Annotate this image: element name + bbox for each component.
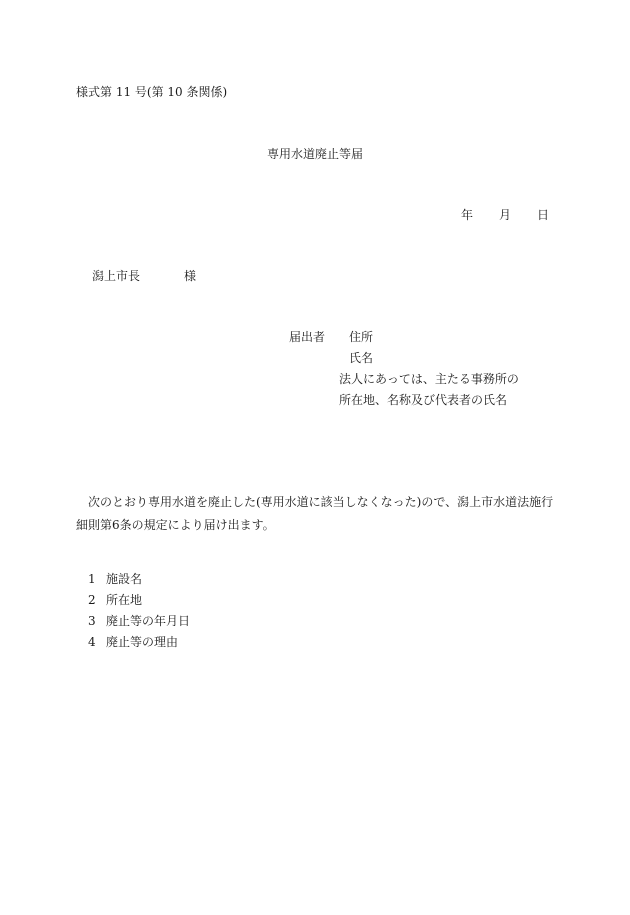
notifier-address-label: 住所 [349, 330, 374, 344]
date-line [461, 209, 549, 221]
list-item [88, 636, 190, 657]
addressee-honorific: 様 [184, 269, 197, 283]
notifier-label: 届出者 [289, 330, 326, 344]
date-month-label: 月 [498, 208, 511, 222]
date-year-label: 年 [460, 208, 473, 222]
item-number: 1 [88, 572, 96, 586]
item-label: 所在地 [106, 593, 143, 607]
form-number: 様式第 11 号(第 10 条関係) [76, 85, 228, 99]
list-item [88, 594, 190, 615]
corporation-note-line-1: 法人にあっては、主たる事務所の [339, 372, 519, 386]
item-label: 廃止等の年月日 [106, 614, 191, 628]
corporation-note-line-2: 所在地、名称及び代表者の氏名 [339, 393, 508, 407]
item-label: 廃止等の理由 [106, 635, 179, 649]
list-item [88, 573, 190, 594]
item-number: 3 [88, 614, 96, 628]
addressee-name: 潟上市長 [92, 269, 141, 283]
document-title: 専用水道廃止等届 [266, 147, 363, 161]
date-day-label: 日 [536, 208, 549, 222]
notifier-name-label: 氏名 [349, 351, 374, 365]
addressee [92, 270, 196, 282]
item-list [88, 573, 190, 657]
item-label: 施設名 [106, 572, 143, 586]
body-text: 次のとおり専用水道を廃止した(専用水道に該当しなくなった)ので、潟上市水道法施行細則第6条の規定により届け出ます。 [76, 495, 554, 532]
item-number: 2 [88, 593, 96, 607]
list-item [88, 615, 190, 636]
item-number: 4 [88, 635, 96, 649]
